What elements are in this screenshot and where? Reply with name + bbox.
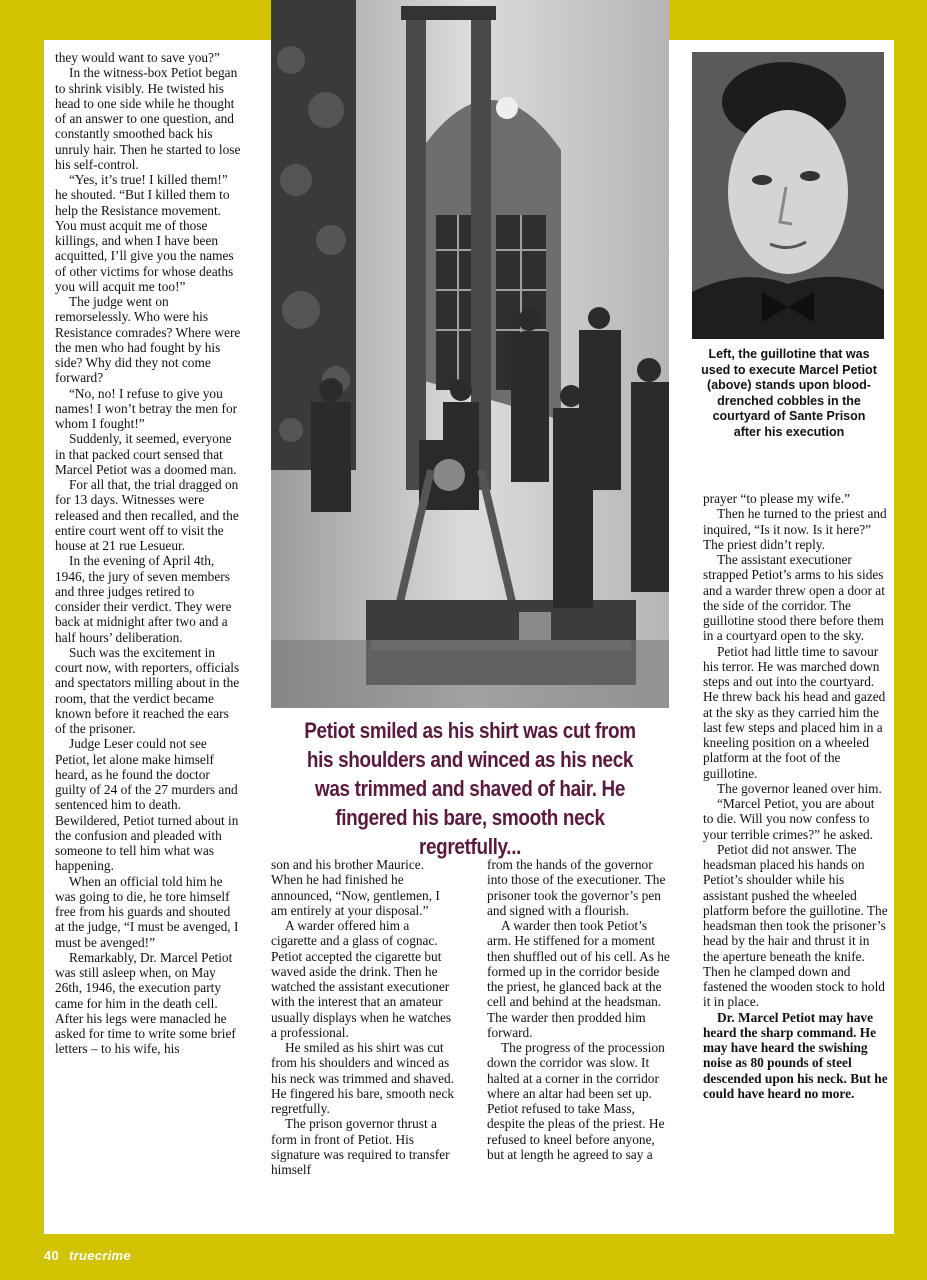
petiot-portrait-photo	[692, 52, 884, 339]
paragraph: The assistant executioner strapped Petiot’s arms to his sides and a warder threw open a door at the side of the corridor. The guillotine stood there before them in a courtyard open to the sky.	[703, 552, 885, 644]
paragraph: For all that, the trial dragged on for 13 days. Witnesses were released and then recalled, and the entire court went off to visit the house at 21 rue Lesueur.	[55, 477, 239, 553]
closing-paragraph: Dr. Marcel Petiot may have heard the sharp command. He may have heard the swishing noise as 80 pounds of steel descended upon his neck. But he could have heard no more.	[703, 1009, 888, 1101]
paragraph: Then he turned to the priest and inquired, “Is it now. Is it here?” The priest didn’t reply.	[703, 506, 887, 552]
paragraph: prayer “to please my wife.”	[703, 491, 851, 506]
guillotine-photo-illustration	[271, 0, 669, 708]
paragraph: He smiled as his shirt was cut from his shoulders and winced as his neck was trimmed and shaved. He fingered his bare, smooth neck regretfully.	[271, 1040, 455, 1116]
paragraph: Petiot had little time to savour his terror. He was marched down steps and out into the courtyard. He threw back his head and gazed at the sky as they carried him the last few steps and placed him in a kneeling position on a wheeled platform at the foot of the guillotine.	[703, 643, 886, 781]
paragraph: Such was the excitement in court now, with reporters, officials and spectators milling about in the room, that the verdict became known before it reached the ears of the prisoner.	[55, 644, 240, 736]
paragraph: Suddenly, it seemed, everyone in that packed court sensed that Marcel Petiot was a doomed man.	[55, 431, 237, 477]
guillotine-photo	[271, 0, 669, 708]
paragraph: “Yes, it’s true! I killed them!” he shouted. “But I killed them to help the Resistance movement. You must acquit me of those killings, and when I have been acquitted, I’ll give you the names of other victims for whose deaths you will acquit me too!”	[55, 172, 234, 294]
paragraph: A warder offered him a cigarette and a glass of cognac. Petiot accepted the cigarette but waved aside the drink. Then he watched the assistant executioner with the interest that an amateur usually displays when he watches a professional.	[271, 918, 452, 1040]
paragraph: The progress of the procession down the corridor was slow. It halted at a corner in the corridor where an altar had been set up. Petiot refused to take Mass, despite the pleas of the priest. He refused to kneel before anyone, but at length he agreed to say a	[487, 1040, 665, 1162]
magazine-name: truecrime	[68, 1248, 131, 1263]
pull-quote: Petiot smiled as his shirt was cut from his shoulders and winced as his neck was trimmed and shaved of hair. He fingered his bare, smooth neck regretfully...	[304, 718, 636, 859]
paragraph: “Marcel Petiot, you are about to die. Will you now confess to your terrible crimes?” he asked.	[703, 796, 875, 842]
paragraph: Judge Leser could not see Petiot, let alone make himself heard, as he found the doctor guilty of 24 of the 27 murders and sentenced him to death. Bewildered, Petiot turned about in the confusion and pleaded with someone to tell him what was happening.	[55, 736, 239, 874]
article-column-2	[271, 857, 456, 1177]
paragraph: “No, no! I refuse to give you names! I won’t betray the men for whom I fought!”	[55, 385, 238, 431]
article-column-3	[487, 857, 672, 1162]
paragraph: The governor leaned over him.	[717, 780, 882, 796]
paragraph: Petiot did not answer. The headsman placed his hands on Petiot’s shoulder while his assistant pushed the wheeled platform before the guillotine. The headsman then took the prisoner’s head by the hair and thrust it in the aperture beneath the knife. Then he clamped down and fastened the wooden stock to hold it in place.	[703, 841, 888, 1010]
paragraph: The judge went on remorselessly. Who were his Resistance comrades? Where were the men who had fought by his side? Why did they not come forward?	[55, 294, 241, 386]
paragraph: son and his brother Maurice. When he had finished he announced, “Now, gentlemen, I am entirely at your disposal.”	[271, 857, 440, 918]
paragraph: Remarkably, Dr. Marcel Petiot was still asleep when, on May 26th, 1946, the execution party came for him in the death cell. After his legs were manacled he asked for time to write some brief letters – to his wife, his	[55, 949, 236, 1057]
article-column-1	[55, 50, 241, 1057]
page-footer	[44, 1248, 131, 1263]
article-column-4	[703, 491, 888, 1101]
paragraph: The prison governor thrust a form in front of Petiot. His signature was required to transfer himself	[271, 1116, 450, 1177]
paragraph: A warder then took Petiot’s arm. He stiffened for a moment then shuffled out of his cell. As he formed up in the corridor beside the priest, he glanced back at the cell and behind at the headsman. The warder then prodded him forward.	[487, 918, 670, 1040]
paragraph: In the evening of April 4th, 1946, the jury of seven members and three judges retired to consider their verdict. They were back at midnight after two and a half hours’ deliberation.	[55, 553, 232, 645]
portrait-illustration	[692, 52, 884, 339]
page-number: 40	[44, 1248, 60, 1263]
paragraph: they would want to save you?”	[55, 50, 220, 65]
paragraph: When an official told him he was going to die, he tore himself free from his guards and shouted at the judge, “I must be avenged, I must be avenged!”	[55, 873, 239, 950]
paragraph: from the hands of the governor into those of the executioner. The prisoner took the governor’s pen and signed with a flourish.	[487, 857, 666, 918]
paragraph: In the witness-box Petiot began to shrink visibly. He twisted his head to one side while he thought of an answer to one question, and constantly smoothed back his unruly hair. Then he started to lose his self-control.	[55, 65, 241, 172]
photo-caption: Left, the guillotine that was used to execute Marcel Petiot (above) stands upon blood-drenched cobbles in the courtyard of Sante Prison after his execution	[701, 347, 877, 439]
